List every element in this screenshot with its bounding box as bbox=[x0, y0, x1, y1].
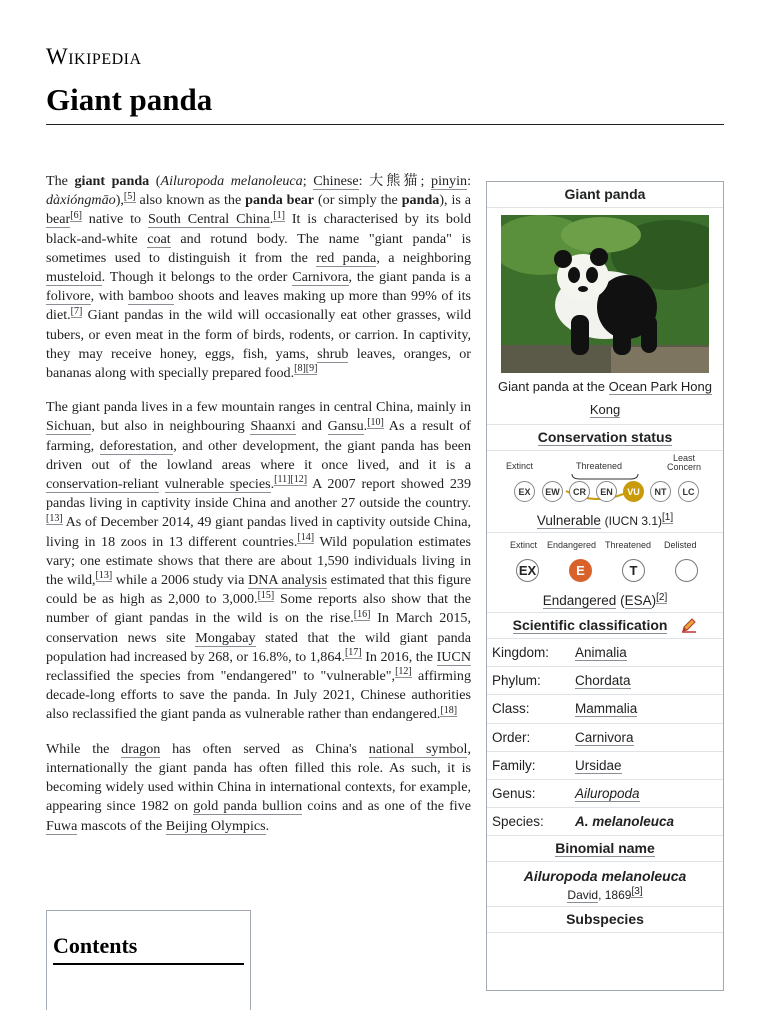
link-ailuropoda[interactable]: Ailuropoda bbox=[575, 786, 640, 802]
link-mongabay[interactable]: Mongabay bbox=[195, 629, 256, 646]
infobox-image-caption: Giant panda at the Ocean Park Hong Kong bbox=[487, 373, 723, 425]
classification-row-species bbox=[487, 808, 723, 836]
link-shaanxi[interactable]: Shaanxi bbox=[250, 418, 296, 435]
link-bear[interactable]: bear bbox=[46, 211, 71, 228]
classification-key: Class: bbox=[492, 701, 530, 717]
species-value: A. melanoleuca bbox=[575, 814, 675, 830]
link-david[interactable]: David bbox=[567, 888, 599, 903]
iucn-circle-lc: LC bbox=[678, 481, 699, 502]
link-ursidae[interactable]: Ursidae bbox=[575, 757, 622, 773]
infobox-panda-image[interactable] bbox=[501, 215, 709, 373]
wikipedia-wordmark: Wikipedia bbox=[46, 44, 142, 69]
wikipedia-logo[interactable] bbox=[46, 44, 142, 70]
panda-photo-illustration bbox=[501, 215, 709, 373]
ref-18[interactable]: [18] bbox=[440, 704, 458, 716]
link-dragon[interactable]: dragon bbox=[121, 740, 161, 757]
ref-15[interactable]: [15] bbox=[257, 589, 275, 601]
contents-heading: Contents bbox=[53, 933, 244, 965]
esa-circle-ex: EX bbox=[516, 559, 539, 582]
classification-key: Genus: bbox=[492, 786, 536, 802]
article-paragraph-2: The giant panda lives in a few mountain ranges in central China, mainly in Sichuan, but also in neighbouring Shaanxi and Gansu.[10] As a result of farming, deforestation, and other development, the giant panda has been driven out of the lowland areas where it once lived, and it is a conservation-reliant vulnerable species.[11][12] A 2007 report showed 239 pandas living in captivity inside China and another 27 outside the country.[13] As of December 2014, 49 giant pandas lived in captivity outside China, living in 18 zoos in 13 different countries.[14] Wild population estimates vary; one estimate shows that there are about 1,590 individuals living in the wild,[13] while a 2006 study via DNA analysis estimated that this figure could be as high as 2,000 to 3,000.[15] Some reports also show that the number of giant pandas in the wild is on the rise.[16] In March 2015, conservation news site Mongabay stated that the wild giant panda population had increased by 268, or 16.8%, to 1,864.[17] In 2016, the IUCN reclassified the species from "endangered" to "vulnerable",[12] affirming decade-long efforts to save the panda. In July 2021, Chinese authorities also reclassified the giant panda as vulnerable rather than endangered.[18] bbox=[46, 399, 472, 723]
link-national-symbol[interactable]: national symbol bbox=[368, 740, 468, 757]
binomial-name-heading bbox=[487, 836, 723, 862]
link-carnivora[interactable]: Carnivora bbox=[292, 269, 349, 286]
classification-row-family bbox=[487, 752, 723, 780]
ref-12[interactable]: [12] bbox=[395, 666, 412, 678]
ref-iucn-1[interactable]: [1] bbox=[662, 511, 674, 523]
classification-row-kingdom bbox=[487, 639, 723, 667]
link-red-panda[interactable]: red panda bbox=[316, 249, 377, 266]
link-fuwa[interactable]: Fuwa bbox=[46, 817, 78, 834]
classification-key: Order: bbox=[492, 729, 531, 745]
classification-row-genus bbox=[487, 780, 723, 808]
esa-label-extinct: Extinct bbox=[510, 540, 538, 550]
classification-key: Kingdom: bbox=[492, 645, 550, 661]
classification-row-class bbox=[487, 695, 723, 723]
esa-circle-t: T bbox=[622, 559, 645, 582]
link-esa[interactable]: ESA bbox=[624, 593, 652, 608]
iucn-status-text bbox=[487, 513, 723, 528]
link-sichuan[interactable]: Sichuan bbox=[46, 418, 92, 435]
ref-13b[interactable]: [13] bbox=[95, 570, 113, 582]
scientific-classification-link[interactable]: Scientific classification bbox=[512, 617, 668, 633]
ref-3[interactable]: [3] bbox=[631, 886, 643, 898]
subspecies-heading: Subspecies bbox=[487, 907, 723, 933]
link-deforestation[interactable]: deforestation bbox=[99, 437, 174, 454]
esa-status-block bbox=[487, 533, 723, 613]
link-iucn[interactable]: IUCN bbox=[436, 648, 472, 665]
iucn-circle-vu-active: VU bbox=[623, 481, 644, 502]
ref-7[interactable]: [7] bbox=[70, 305, 83, 317]
esa-circle-delisted bbox=[675, 559, 698, 582]
classification-row-phylum bbox=[487, 667, 723, 695]
link-bamboo[interactable]: bamboo bbox=[128, 288, 174, 305]
scientific-classification-heading bbox=[487, 613, 723, 639]
iucn-circle-nt: NT bbox=[650, 481, 671, 502]
ref-esa-2[interactable]: [2] bbox=[656, 591, 668, 603]
link-gansu[interactable]: Gansu bbox=[327, 418, 364, 435]
conservation-status-heading bbox=[487, 425, 723, 451]
esa-label-delisted: Delisted bbox=[664, 540, 697, 550]
iucn-label-concern: Concern bbox=[667, 462, 702, 472]
esa-scale[interactable] bbox=[490, 539, 720, 593]
classification-key: Phylum: bbox=[492, 673, 541, 689]
ref-6[interactable]: [6] bbox=[70, 209, 82, 221]
iucn-circle-ew: EW bbox=[542, 481, 563, 502]
esa-label-endangered: Endangered bbox=[547, 540, 597, 550]
article-paragraph-3: While the dragon has often served as China's national symbol, internationally the giant panda has often filled this role. As such, it is becoming widely used within China in international contexts, for example, appearing since 1982 on gold panda bullion coins and as one of the five Fuwa mascots of the Beijing Olympics. bbox=[46, 740, 471, 834]
article-paragraph-1: The giant panda (Ailuropoda melanoleuca; Chinese: 大熊猫; pinyin: dàxióngmāo),[5] also known as the panda bear (or simply the panda), is a bear[6] native to South Central China.[1] It is characterised by its bold black-and-white coat and rotund body. The name "giant panda" is sometimes used to distinguish it from the red panda, a neighboring musteloid. Though it belongs to the order Carnivora, the giant panda is a folivore, with bamboo shoots and leaves making up more than 99% of its diet.[7] Giant pandas in the wild will occasionally eat other grasses, wild tubers, or even meat in the form of birds, rodents, or carrion. In captivity, they may receive honey, eggs, fish, yams, shrub leaves, oranges, or bananas along with specially prepared food.[8][9] bbox=[46, 173, 472, 382]
binomial-name-link[interactable]: Binomial name bbox=[555, 840, 655, 857]
link-folivore[interactable]: folivore bbox=[46, 288, 91, 305]
page-title: Giant panda bbox=[46, 82, 724, 125]
link-endangered[interactable]: Endangered bbox=[542, 593, 617, 608]
ref-14[interactable]: [14] bbox=[297, 531, 315, 543]
esa-circle-e-active: E bbox=[569, 559, 592, 582]
ref-8-9[interactable]: [8][9] bbox=[294, 363, 318, 375]
ref-11-12[interactable]: [11][12] bbox=[274, 474, 308, 486]
link-gold-panda-bullion[interactable]: gold panda bullion bbox=[193, 798, 303, 815]
ref-16[interactable]: [16] bbox=[353, 608, 371, 620]
binomial-authority: David, 1869[3] bbox=[567, 886, 643, 903]
iucn-scale[interactable] bbox=[490, 453, 720, 513]
iucn-circle-en: EN bbox=[596, 481, 617, 502]
table-of-contents bbox=[46, 910, 251, 1010]
link-conservation-reliant[interactable]: conservation-reliant bbox=[46, 476, 159, 493]
link-chinese[interactable]: Chinese bbox=[313, 173, 359, 189]
iucn-label-least: Least bbox=[673, 453, 696, 463]
ref-17[interactable]: [17] bbox=[344, 647, 362, 659]
link-vulnerable-species[interactable]: vulnerable species bbox=[164, 476, 271, 493]
link-chordata[interactable]: Chordata bbox=[575, 673, 631, 689]
binomial-name: Ailuropoda melanoleuca bbox=[523, 868, 687, 885]
link-south-central-china[interactable]: South Central China bbox=[147, 211, 270, 228]
iucn-circle-cr: CR bbox=[569, 481, 590, 502]
link-mammalia[interactable]: Mammalia bbox=[575, 701, 638, 717]
link-coat[interactable]: coat bbox=[147, 230, 171, 247]
ref-1[interactable]: [1] bbox=[273, 209, 285, 221]
link-vulnerable[interactable]: Vulnerable bbox=[536, 513, 601, 528]
link-animalia[interactable]: Animalia bbox=[575, 645, 627, 661]
link-shrub[interactable]: shrub bbox=[317, 345, 349, 362]
link-dna-analysis[interactable]: DNA analysis bbox=[248, 572, 327, 589]
infobox-title: Giant panda bbox=[487, 182, 723, 208]
iucn-status-block bbox=[487, 451, 723, 533]
classification-row-order bbox=[487, 724, 723, 752]
link-carnivora-order[interactable]: Carnivora bbox=[575, 729, 634, 745]
link-ocean-park-hong-kong[interactable]: Ocean Park Hong Kong bbox=[589, 379, 712, 417]
iucn-circle-ex: EX bbox=[514, 481, 535, 502]
iucn-label-extinct: Extinct bbox=[506, 461, 534, 471]
edit-pencil-icon[interactable] bbox=[681, 617, 697, 633]
conservation-status-link[interactable]: Conservation status bbox=[537, 429, 673, 445]
article-body bbox=[46, 172, 471, 851]
link-beijing-olympics[interactable]: Beijing Olympics bbox=[165, 817, 266, 834]
link-pinyin[interactable]: pinyin bbox=[431, 173, 468, 189]
classification-key: Species: bbox=[492, 814, 544, 830]
link-musteloid[interactable]: musteloid bbox=[46, 269, 102, 286]
ref-5[interactable]: [5] bbox=[123, 190, 136, 202]
esa-status-text: Endangered (ESA)[2] bbox=[542, 591, 668, 608]
ref-10[interactable]: [10] bbox=[367, 416, 384, 428]
binomial-block bbox=[487, 862, 723, 907]
classification-key: Family: bbox=[492, 757, 536, 773]
infobox bbox=[486, 181, 724, 991]
iucn-source: (IUCN 3.1) bbox=[604, 514, 663, 528]
iucn-label-threatened: Threatened bbox=[576, 461, 623, 471]
esa-label-threatened: Threatened bbox=[605, 540, 652, 550]
ref-13[interactable]: [13] bbox=[46, 512, 63, 524]
